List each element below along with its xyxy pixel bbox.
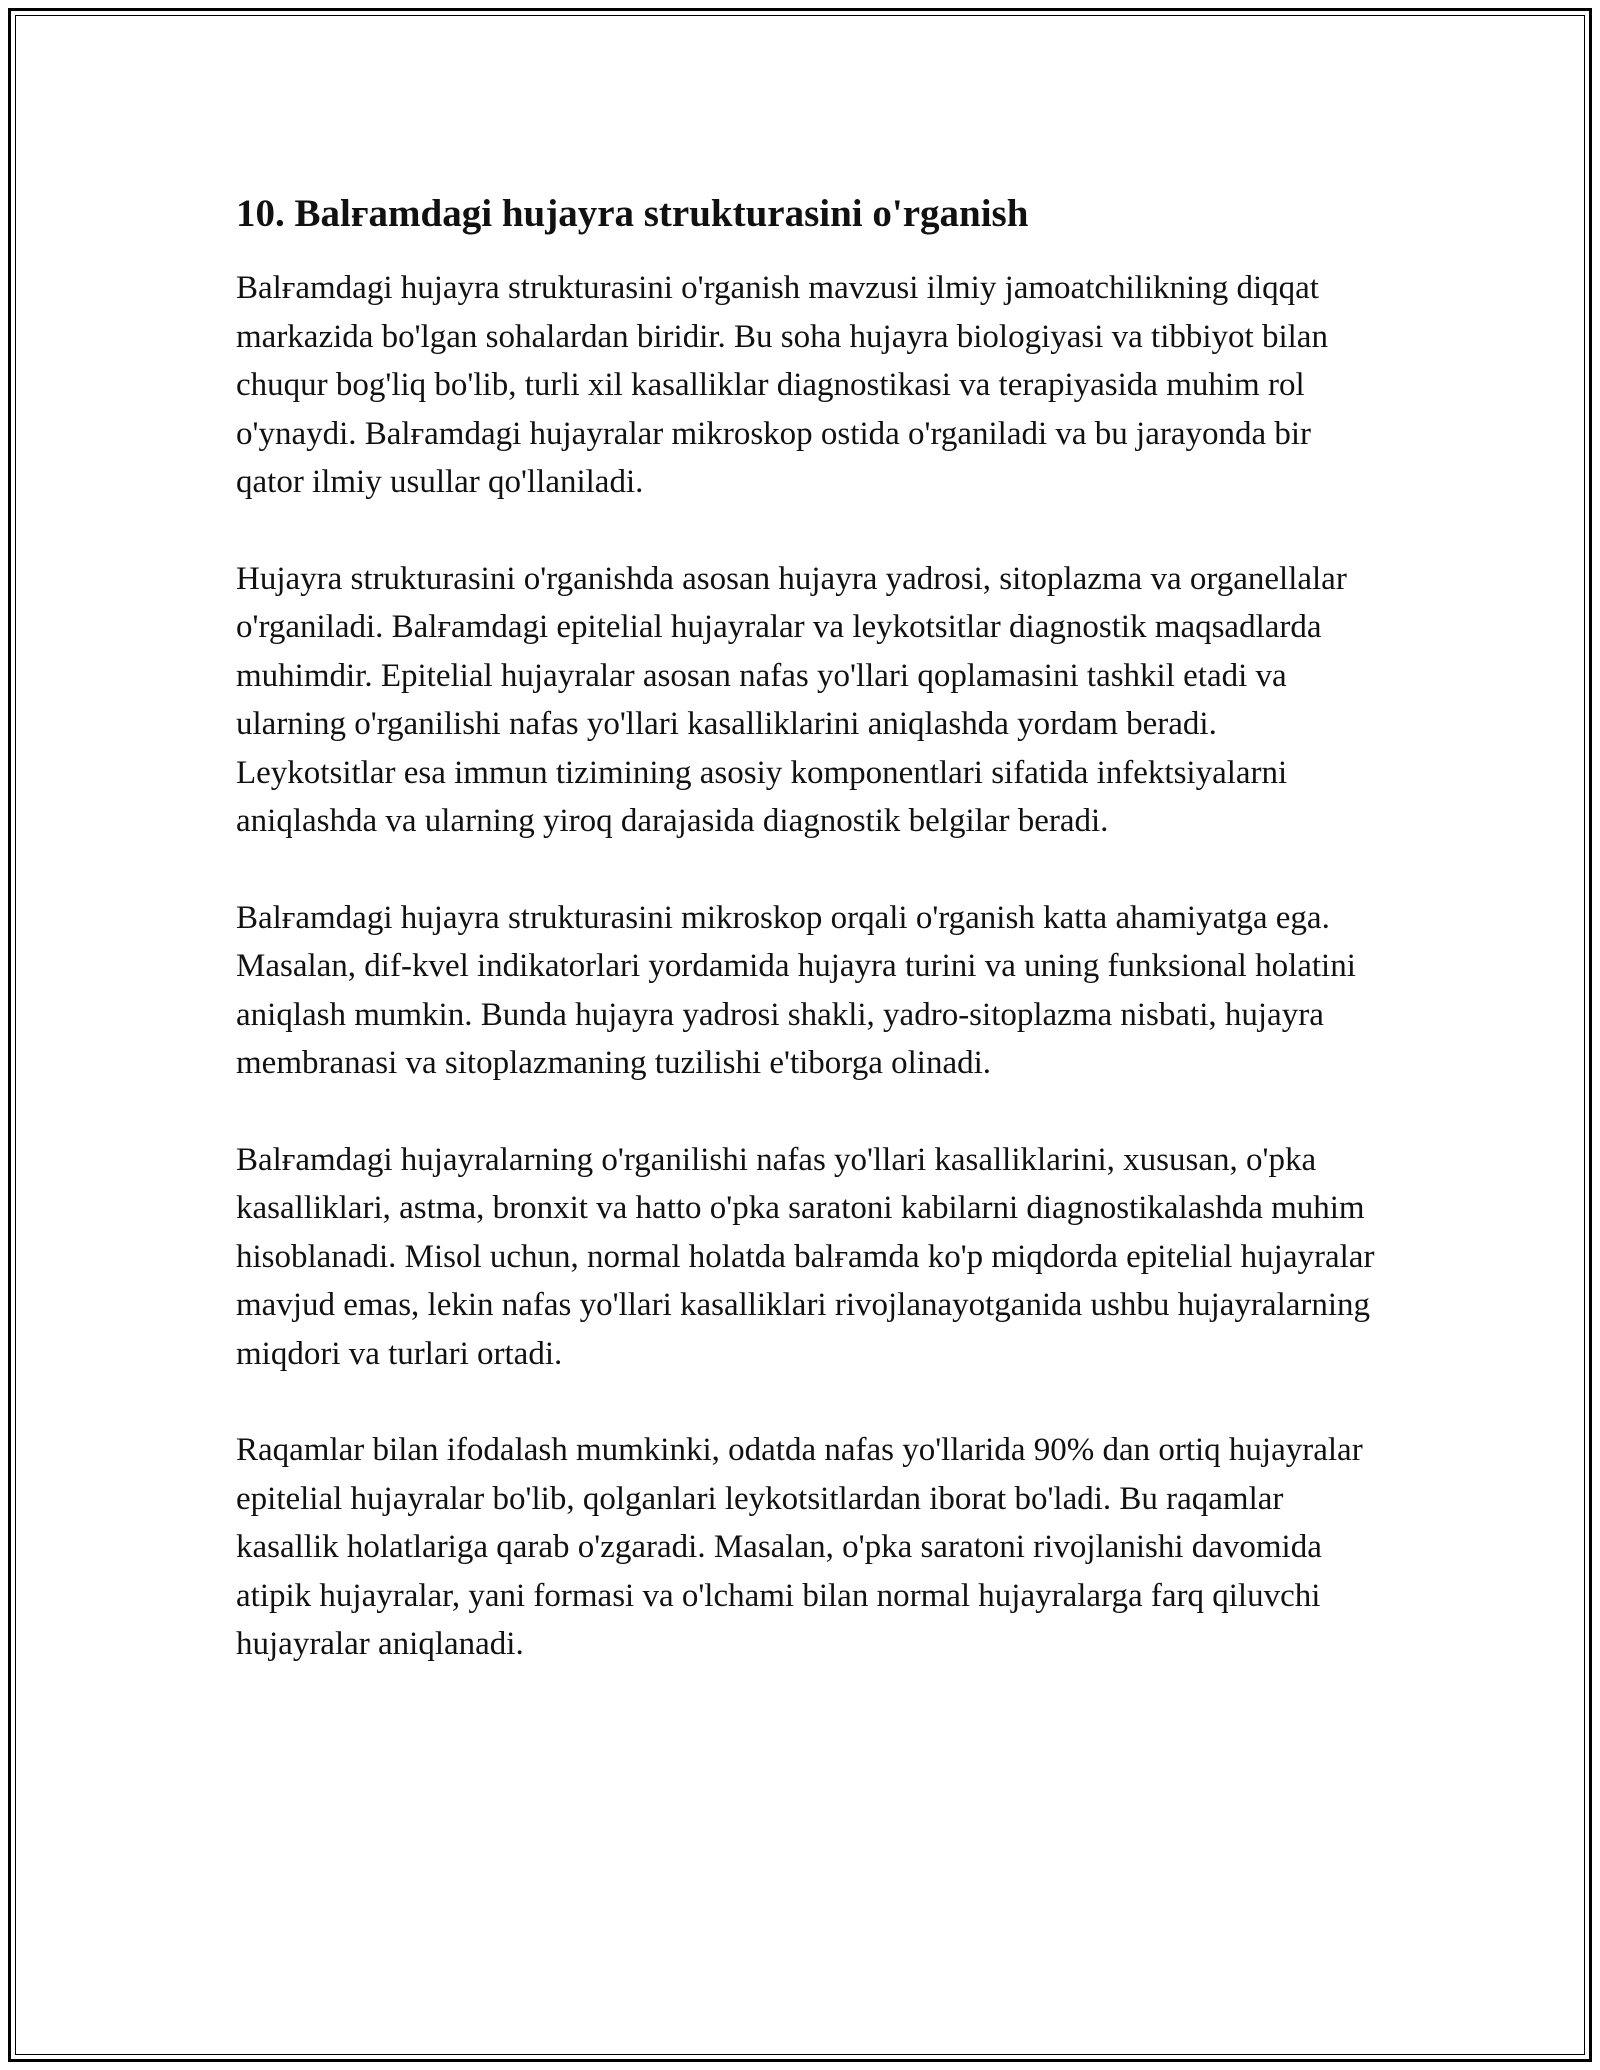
paragraph-4: Balғamdagi hujayralarning o'rganilishi nafas yo'llari kasalliklarini, xususan, o'pka kasalliklari, astma, bronxit va hatto o'pka saratoni kabilarni diagnostikalashda muhim hisoblanadi. Misol uchun, normal holatda balғamda ko'p miqdorda epitelial hujayralar mavjud emas, lekin nafas yo'llari kasalliklari rivojlanayotganida ushbu hujayralarning miqdori va turlari ortadi. <box>236 1141 1375 1372</box>
paragraph-1: Balғamdagi hujayra strukturasini o'rganish mavzusi ilmiy jamoatchilikning diqqat markazida bo'lgan sohalardan biridir. Bu soha hujayra biologiyasi va tibbiyot bilan chuqur bog'liq bo'lib, turli xil kasalliklar diagnostikasi va terapiyasida muhim rol o'ynaydi. Balғamdagi hujayralar mikroskop ostida o'rganiladi va bu jarayonda bir qator ilmiy usullar qo'llaniladi. <box>236 270 1328 500</box>
paragraph-5: Raqamlar bilan ifodalash mumkinki, odatda nafas yo'llarida 90% dan ortiq hujayralar epitelial hujayralar bo'lib, qolganlari leykotsitlardan iborat bo'ladi. Bu raqamlar kasallik holatlariga qarab o'zgaradi. Masalan, o'pka saratoni rivojlanishi davomida atipik hujayralar, yani formasi va o'lchami bilan normal hujayralarga farq qiluvchi hujayralar aniqlanadi. <box>236 1432 1363 1662</box>
document-body <box>236 188 1376 1669</box>
paragraph-2: Hujayra strukturasini o'rganishda asosan hujayra yadrosi, sitoplazma va organellalar o'rganiladi. Balғamdagi epitelial hujayralar va leykotsitlar diagnostik maqsadlarda muhimdir. Epitelial hujayralar asosan nafas yo'llari qoplamasini tashkil etadi va ularning o'rganilishi nafas yo'llari kasalliklarini aniqlashda yordam beradi. Leykotsitlar esa immun tizimining asosiy komponentlari sifatida infektsiyalarni aniqlashda va ularning yiroq darajasida diagnostik belgilar beradi. <box>236 560 1347 839</box>
paragraph-3: Balғamdagi hujayra strukturasini mikroskop orqali o'rganish katta ahamiyatga ega. Masalan, dif-kvel indikatorlari yordamida hujayra turini va uning funksional holatini aniqlash mumkin. Bunda hujayra yadrosi shakli, yadro-sitoplazma nisbati, hujayra membranasi va sitoplazmaning tuzilishi e'tiborga olinadi. <box>236 899 1356 1081</box>
page-title: 10. Balғamdagi hujayra strukturasini o'rganish <box>236 192 1029 235</box>
